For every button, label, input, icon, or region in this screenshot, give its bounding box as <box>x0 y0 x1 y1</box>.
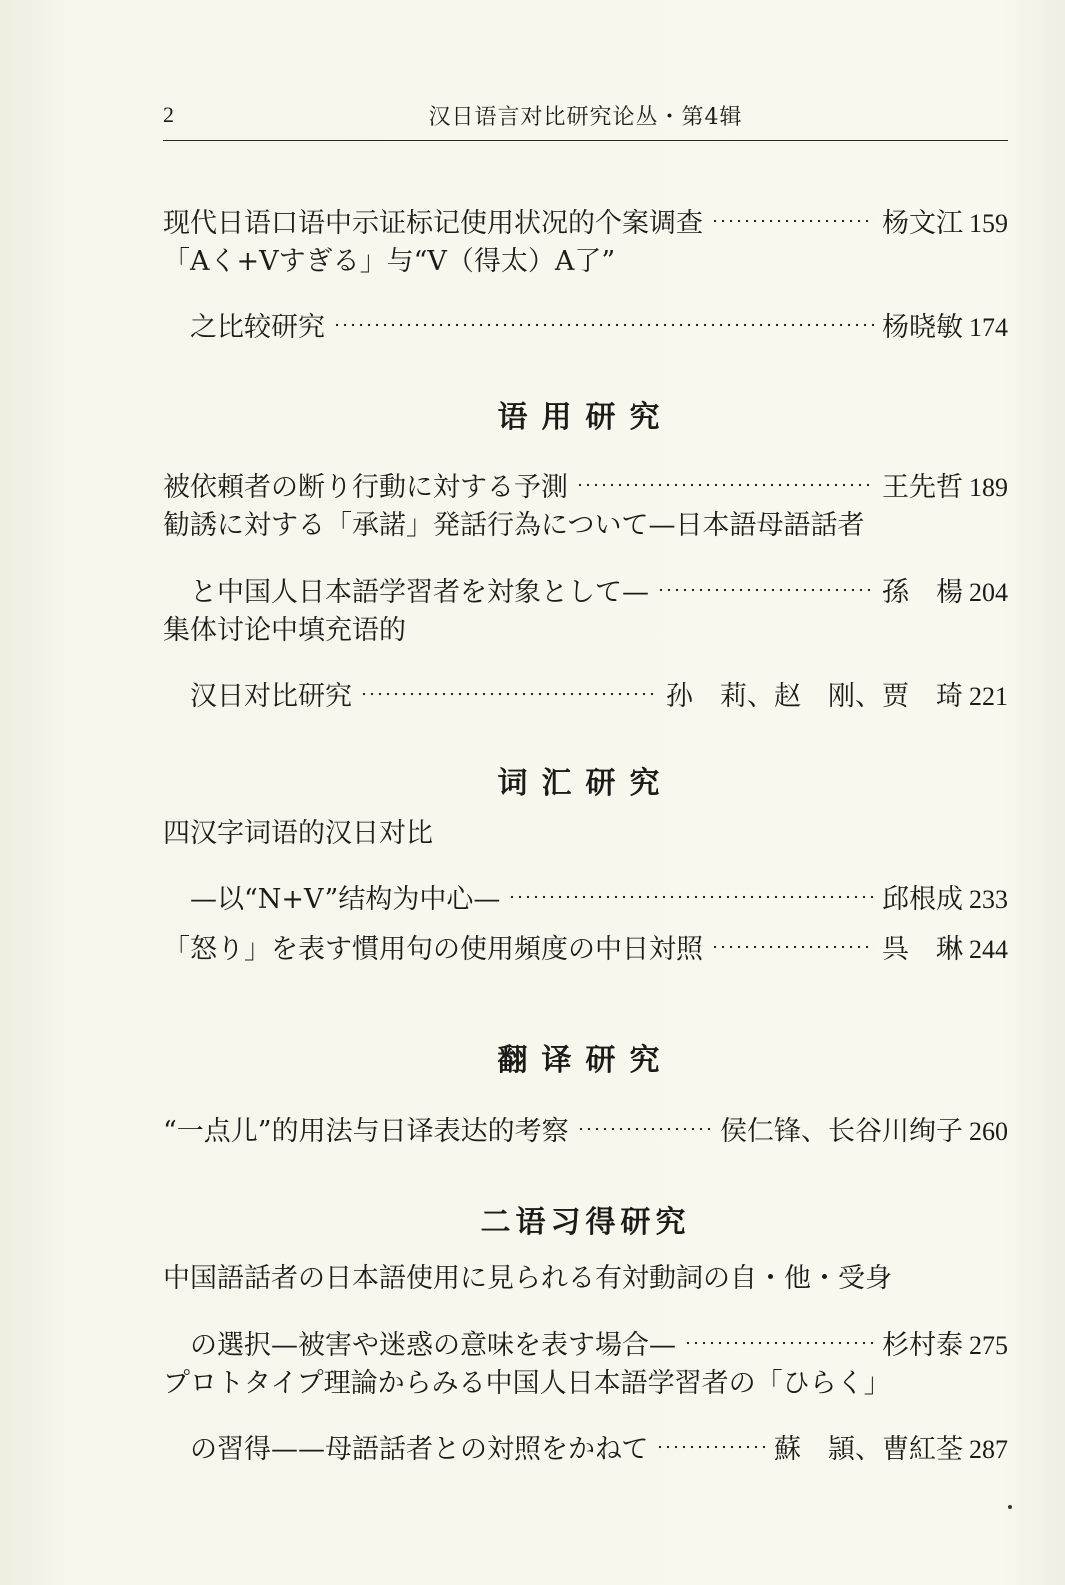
toc-entry[interactable] <box>163 452 1008 503</box>
entry-author: 邱根成 <box>882 884 963 915</box>
entry-author: 孙 莉、赵 刚、贾 琦 <box>666 681 963 712</box>
entry-author: 呉 琳 <box>882 934 963 965</box>
toc-entry[interactable] <box>190 864 1008 915</box>
entry-page: 159 <box>969 209 1008 238</box>
dot-leader <box>360 661 658 705</box>
toc-entry-title-line[interactable] <box>163 812 1008 856</box>
dot-leader <box>333 292 874 336</box>
entry-author: 蘇 頴、曹紅荃 <box>774 1434 963 1465</box>
entry-title: 「怒り」を表す慣用句の使用頻度の中日対照 <box>163 934 703 965</box>
dot-leader <box>657 557 874 601</box>
entry-title-cont: と中国人日本語学習者を対象として— <box>190 577 649 608</box>
entry-title: 勧誘に対する「承諾」発話行為について—日本語母語話者 <box>163 510 865 541</box>
entry-title-cont: の選択—被害や迷惑の意味を表す場合— <box>190 1330 676 1361</box>
entry-title-cont: 之比较研究 <box>190 312 325 343</box>
toc-entry[interactable] <box>190 557 1008 608</box>
dot-leader <box>576 452 874 496</box>
entry-title-cont: —以“N+V”结构为中心— <box>190 884 501 915</box>
entry-page: 189 <box>969 473 1008 502</box>
section-heading: 二语习得研究 <box>480 1205 691 1240</box>
entry-title: 中国語話者の日本語使用に見られる有対動詞の自・他・受身 <box>163 1263 892 1294</box>
entry-author: 侯仁锋、长谷川绚子 <box>720 1116 963 1147</box>
entry-page: 233 <box>969 885 1008 914</box>
entry-page: 287 <box>969 1435 1008 1464</box>
entry-title: 四汉字词语的汉日对比 <box>163 818 433 849</box>
entry-title: 被依頼者の断り行動に対する予測 <box>163 472 568 503</box>
toc-entry[interactable] <box>163 1096 1008 1147</box>
dot-leader <box>684 1310 874 1354</box>
running-title: 汉日语言对比研究论丛・第4辑 <box>428 105 743 130</box>
page-number: 2 <box>163 102 174 127</box>
entry-author: 王先哲 <box>882 472 963 503</box>
entry-author: 杉村泰 <box>882 1330 963 1361</box>
toc-entry-title-line[interactable] <box>163 1257 1008 1301</box>
entry-page: 204 <box>969 578 1008 607</box>
section-heading: 翻译研究 <box>497 1043 674 1078</box>
toc-entry-title-line[interactable] <box>163 1362 1008 1406</box>
toc-entry[interactable] <box>190 1310 1008 1361</box>
entry-title: 集体讨论中填充语的 <box>163 615 406 646</box>
entry-page: 174 <box>969 313 1008 342</box>
entry-page: 221 <box>969 682 1008 711</box>
toc-entry[interactable] <box>163 914 1008 965</box>
toc-entry-title-line[interactable] <box>163 504 1008 548</box>
entry-title: 「Aく+Vすぎる」与“V（得太）A了” <box>163 246 616 277</box>
entry-page: 244 <box>969 935 1008 964</box>
dot-leader <box>656 1414 766 1458</box>
entry-title: 现代日语口语中示证标记使用状况的个案调查 <box>163 208 703 239</box>
dot-leader <box>508 864 874 908</box>
toc-entry[interactable] <box>163 188 1008 239</box>
entry-page: 275 <box>969 1331 1008 1360</box>
toc-entry-title-line[interactable] <box>163 609 1008 653</box>
entry-page: 260 <box>969 1117 1008 1146</box>
entry-author: 杨文江 <box>882 208 963 239</box>
paper-speck <box>1008 1505 1012 1509</box>
section-heading: 语用研究 <box>497 400 674 435</box>
dot-leader <box>577 1096 712 1140</box>
page-header <box>163 100 1008 141</box>
entry-author: 孫 楊 <box>882 577 963 608</box>
toc-entry-title-line[interactable] <box>163 240 1008 284</box>
entry-author: 杨晓敏 <box>882 312 963 343</box>
toc-entry[interactable] <box>190 1414 1008 1465</box>
entry-title: プロトタイプ理論からみる中国人日本語学習者の「ひらく」 <box>163 1368 891 1399</box>
entry-title: “一点儿”的用法与日译表达的考察 <box>163 1116 569 1147</box>
entry-title-cont: 汉日对比研究 <box>190 681 352 712</box>
toc-entry[interactable] <box>190 292 1008 343</box>
toc-entry[interactable] <box>190 661 1008 712</box>
dot-leader <box>711 188 874 232</box>
dot-leader <box>711 914 874 958</box>
section-heading: 词汇研究 <box>497 766 674 801</box>
entry-title-cont: の習得——母語話者との対照をかねて <box>190 1434 649 1465</box>
